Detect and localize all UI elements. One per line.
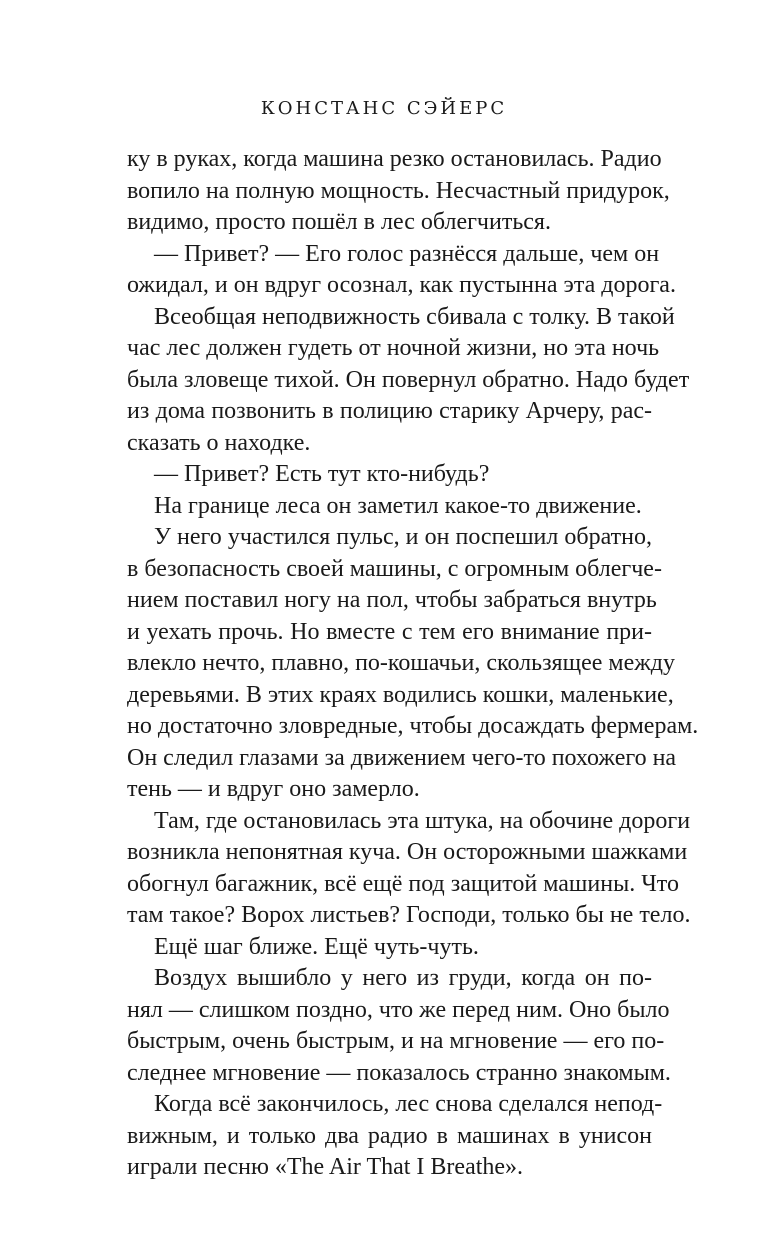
text-line: — Привет? — Его голос разнёсся дальше, чем он	[154, 240, 660, 267]
text-line: тень — и вдруг оно замерло.	[127, 776, 420, 802]
text-line: ку в руках, когда машина резко остановилась. Радио	[127, 146, 662, 172]
text-line: следнее мгновение — показалось странно знакомым.	[127, 1059, 671, 1086]
text-line: На границе леса он заметил какое-то движение.	[154, 492, 642, 519]
text-line: Когда всё закончилось, лес снова сделался непод-	[154, 1091, 663, 1117]
text-line: вижным, и только два радио в машинах в унисон	[127, 1122, 652, 1149]
text-line: У него участился пульс, и он поспешил обратно,	[154, 524, 652, 550]
text-line: деревьями. В этих краях водились кошки, маленькие,	[127, 681, 674, 708]
text-line: обогнул багажник, всё ещё под защитой машины. Что	[127, 870, 679, 897]
text-line: возникла непонятная куча. Он осторожными шажками	[127, 839, 688, 865]
text-line: видимо, просто пошёл в лес облегчиться.	[127, 209, 551, 235]
text-line: влекло нечто, плавно, по-кошачьи, скользящее между	[127, 650, 676, 676]
text-line: вопило на полную мощность. Несчастный придурок,	[127, 177, 670, 204]
body-text	[127, 144, 699, 1184]
text-line: ожидал, и он вдруг осознал, как пустынна эта дорога.	[127, 272, 676, 298]
text-line: нял — слишком поздно, что же перед ним. Оно было	[127, 996, 670, 1023]
text-line: в безопасность своей машины, с огромным облегче-	[127, 555, 662, 582]
text-line: из дома позвонить в полицию старику Арчеру, рас-	[127, 398, 652, 424]
text-line: сказать о находке.	[127, 429, 311, 456]
text-line: Там, где остановилась эта штука, на обочине дороги	[154, 807, 691, 834]
text-line: нием поставил ногу на пол, чтобы забраться внутрь	[127, 587, 657, 613]
text-line: Он следил глазами за движением чего-то похожего на	[127, 744, 677, 771]
text-line: Воздух вышибло у него из груди, когда он по-	[154, 965, 652, 991]
text-line: Ещё шаг ближе. Ещё чуть-чуть.	[154, 933, 479, 960]
text-line: и уехать прочь. Но вместе с тем его внимание при-	[127, 618, 652, 645]
text-line: час лес должен гудеть от ночной жизни, но эта ночь	[127, 335, 660, 361]
text-line: — Привет? Есть тут кто-нибудь?	[154, 461, 490, 487]
text-line: там такое? Ворох листьев? Господи, только бы не тело.	[127, 902, 691, 928]
text-line: Всеобщая неподвижность сбивала с толку. В такой	[154, 303, 675, 330]
text-line: но достаточно зловредные, чтобы досаждать фермерам.	[127, 713, 699, 739]
text-line: быстрым, очень быстрым, и на мгновение — его по-	[127, 1028, 665, 1054]
text-line: была зловеще тихой. Он повернул обратно. Надо будет	[127, 366, 690, 393]
text-line: играли песню «The Air That I Breathe».	[127, 1154, 524, 1180]
running-head-author: КОНСТАНС СЭЙЕРС	[260, 98, 508, 119]
